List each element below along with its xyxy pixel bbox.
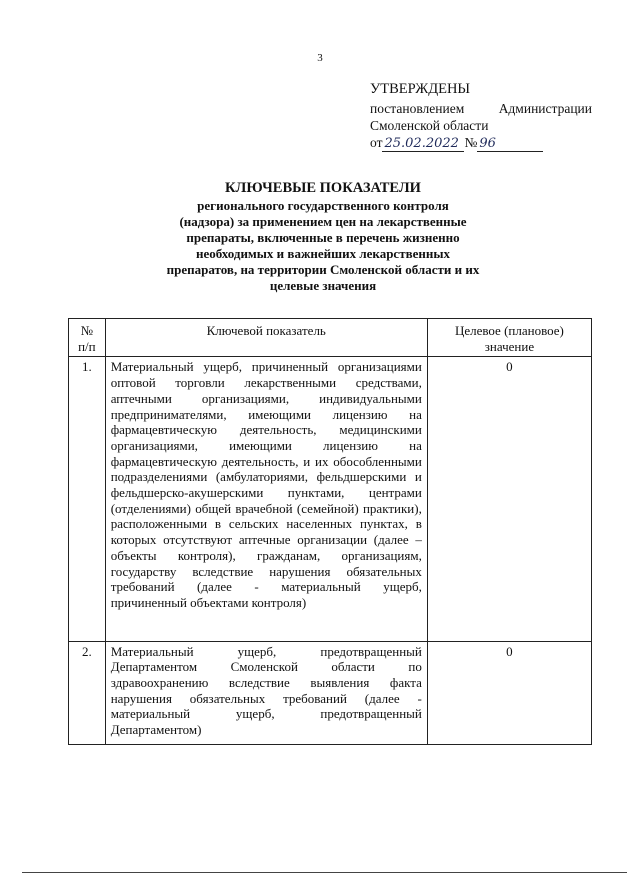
row-number: 2. [69,641,106,744]
approval-date-number-line [370,134,592,152]
approval-line-1 [370,100,592,117]
header-indicator: Ключевой показатель [105,319,427,357]
title-line: препараты, включенные в перечень жизненно [186,230,460,245]
title-line: необходимых и важнейших лекарственных [195,246,451,261]
indicators-table [68,318,592,745]
handwritten-number: 96 [477,137,543,152]
document-title [140,180,506,294]
approval-resolution-word: постановлением [370,101,465,116]
header-num: № п/п [69,319,106,357]
approval-administration-word: Администрации [498,101,592,116]
approval-region: Смоленской области [370,118,489,133]
table-header-row [69,319,592,357]
row-target-value: 0 [427,357,591,641]
page-bottom-rule [22,872,627,873]
table-row [69,641,592,744]
approved-label: УТВЕРЖДЕНЫ [370,81,471,97]
handwritten-date: 25.02.2022 [382,137,464,152]
row-indicator: Материальный ущерб, причиненный организациями оптовой торговли лекарственными средствами, аптечными организациями, индивидуальными предпринимателями, имеющими лицензию на фармацевтическую деятельность, медицинскими организациями, имеющими лицензию на фармацевтическую деятельность, и их обособленными подразделениями (амбулаториями, фельдшерскими и фельдшерско-акушерскими пунктами, центрами (отделениями) общей врачебной (семейной) практики), расположенными в сельских населенных пунктах, в которых отсутствуют аптечные организации (далее – объекты контроля), гражданам, организациям, государству вследствие нарушения обязательных требований (далее - материальный ущерб, причиненный объектами контроля) [105,357,427,641]
number-sign: № [464,135,478,150]
row-target-value: 0 [427,641,591,744]
title-main: КЛЮЧЕВЫЕ ПОКАЗАТЕЛИ [225,180,421,196]
title-line: целевые значения [269,278,377,293]
table-row [69,357,592,641]
title-line: препаратов, на территории Смоленской области и их [166,262,480,277]
header-target: Целевое (плановое) значение [427,319,591,357]
title-line: (надзора) за применением цен на лекарственные [179,214,467,229]
date-prefix: от [370,135,383,150]
title-line: регионального государственного контроля [197,198,449,213]
row-number: 1. [69,357,106,641]
row-indicator: Материальный ущерб, предотвращенный Департаментом Смоленской области по здравоохранению вследствие выявления факта нарушения обязательных требований (далее - материальный ущерб, предотвращенный Департаментом) [105,641,427,744]
approval-block [370,81,592,152]
page-number: 3 [317,52,323,64]
